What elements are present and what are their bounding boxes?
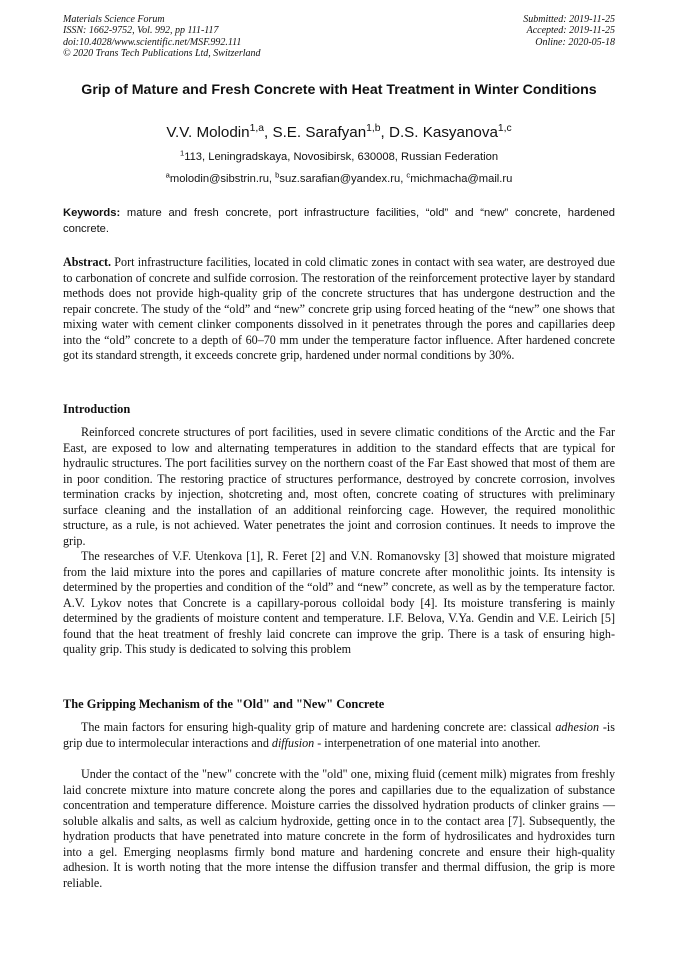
author-separator: , xyxy=(380,124,389,141)
keywords-text: mature and fresh concrete, port infrastructure facilities, “old” and “new” concrete, hardened concrete. xyxy=(63,207,615,235)
author-name: V.V. Molodin xyxy=(166,124,250,141)
email-link[interactable]: michmacha@mail.ru xyxy=(410,173,513,185)
abstract-label: Abstract. xyxy=(63,255,112,269)
issn-line: ISSN: 1662-9752, Vol. 992, pp 111-117 xyxy=(63,25,219,37)
term-diffusion: diffusion xyxy=(271,735,315,750)
introduction-paragraph-1: Reinforced concrete structures of port facilities, used in severe climatic conditions of the Arctic and the Far East, are exposed to low and alternating temperatures in addition to the standard effects that are typical for hydraulic structures. The port facilities survey on the northern coast of the Far East showed that most of them are in poor condition. The restoring practice of structures performance, destroyed by concrete corrosion, involves termination cracks by injection, shotcreting and, most often, concrete coating of structures with preliminary surface cleaning and the installation of an additional reinforcing cage. However, the required monolithic structure, as a rule, is not achieved. Water penetrates the joint and corrosion continues. It needs to improve the grip. xyxy=(63,425,615,548)
gripping-paragraph-1 xyxy=(63,720,615,751)
email-mark: c xyxy=(406,170,411,180)
email-mark: a xyxy=(165,170,170,180)
keywords-label: Keywords: xyxy=(63,207,121,219)
email-separator: , xyxy=(268,173,276,185)
paper-title: Grip of Mature and Fresh Concrete with Heat Treatment in Winter Conditions xyxy=(81,82,597,98)
submitted-date: Submitted: 2019-11-25 xyxy=(523,14,615,25)
abstract-text: Port infrastructure facilities, located in cold climatic zones in contact with sea water, are destroyed due to carbonation of concrete and sulfide corrosion. The restoration of the reinforcement protective layer by standard methods does not provide high-quality grip of the concrete structures that has undergone destruction and the repair concrete. The study of the “old” and “new” concrete grip using forced heating of the “new” one shows that mixing water with cement clinker components dissolved in it penetrates through the pores and capillaries deep into the “old” concrete to a depth of 60–70 mm under the temperature factor influence. After hardened concrete got its standard strength, it exceeds concrete grip, hardened under normal conditions by 30%. xyxy=(63,255,615,362)
email-mark: b xyxy=(275,170,280,180)
introduction-paragraph-2: The researches of V.F. Utenkova [1], R. Feret [2] and V.N. Romanovsky [3] showed that moisture migrated from the laid mixture into the pores and capillaries of mature concrete after monolithic joints. Its intensity is determined by the properties and condition of the “old” and “new” concrete, as well as by the temperature factor. A.V. Lykov notes that Concrete is a capillary-porous colloidal body [4]. Its moisture transfering is mainly determined by the gradients of moisture content and temperature. I.F. Belova, V.Ya. Gendin and V.E. Leirich [5] found that the heat treatment of freshly laid concrete can improve the grip. There is a task of ensuring high-quality grip. This study is dedicated to solving this problem xyxy=(63,549,615,656)
author-affiliation-mark: 1,a xyxy=(249,122,264,134)
email-separator: , xyxy=(400,173,407,185)
section-heading-gripping-mechanism: The Gripping Mechanism of the "Old" and "New" Concrete xyxy=(63,697,385,711)
paragraph-text: - interpenetration of one material into another. xyxy=(314,735,541,750)
journal-name: Materials Science Forum xyxy=(63,14,165,25)
affiliation-address: 113, Leningradskaya, Novosibirsk, 630008, Russian Federation xyxy=(184,151,499,163)
accepted-date: Accepted: 2019-11-25 xyxy=(526,25,615,37)
author-name: S.E. Sarafyan xyxy=(272,124,367,141)
author-list xyxy=(63,123,615,143)
affiliation xyxy=(63,150,615,164)
author-affiliation-mark: 1,c xyxy=(497,122,512,134)
section-heading-introduction: Introduction xyxy=(63,402,131,416)
paragraph-text: -is grip due to intermolecular interactions and xyxy=(63,720,615,750)
gripping-paragraph-2: Under the contact of the "new" concrete with the "old" one, mixing fluid (cement milk) migrates from freshly laid concrete mixture into mature concrete along the pores and capillaries due to the equalization of substance concentration and temperature difference. Moisture carries the dissolved hydration products of clinker grains — soluble alkalis and salts, as well as calcium hydroxide, getting once in to the contact area [7]. Subsequently, the hydration products that have penetrated into mature concrete in the form of hydrosilicates and hydroxides turn into a gel. Emerging neoplasms firmly bond mature and hardening concrete and ensure their high-quality adhesion. It is worth noting that the more intense the diffusion transfer and thermal diffusion, the grip is more reliable. xyxy=(63,767,615,890)
abstract xyxy=(63,255,615,364)
online-date: Online: 2020-05-18 xyxy=(535,36,615,48)
author-name: D.S. Kasyanova xyxy=(388,124,498,141)
paragraph-text: The main factors for ensuring high-quality grip of mature and hardening concrete are: classical xyxy=(81,720,556,734)
copyright-line: © 2020 Trans Tech Publications Ltd, Switzerland xyxy=(63,48,261,60)
email-link[interactable]: molodin@sibstrin.ru xyxy=(169,173,269,185)
doi-line[interactable]: doi:10.4028/www.scientific.net/MSF.992.111 xyxy=(63,36,242,48)
author-separator: , xyxy=(264,124,273,141)
affiliation-mark: 1 xyxy=(179,148,185,158)
submission-dates xyxy=(523,14,615,48)
journal-info xyxy=(63,14,261,60)
author-affiliation-mark: 1,b xyxy=(366,122,381,134)
email-link[interactable]: suz.sarafian@yandex.ru xyxy=(279,173,401,185)
term-adhesion: adhesion xyxy=(555,720,599,734)
keywords xyxy=(63,206,615,237)
author-emails xyxy=(63,172,615,186)
